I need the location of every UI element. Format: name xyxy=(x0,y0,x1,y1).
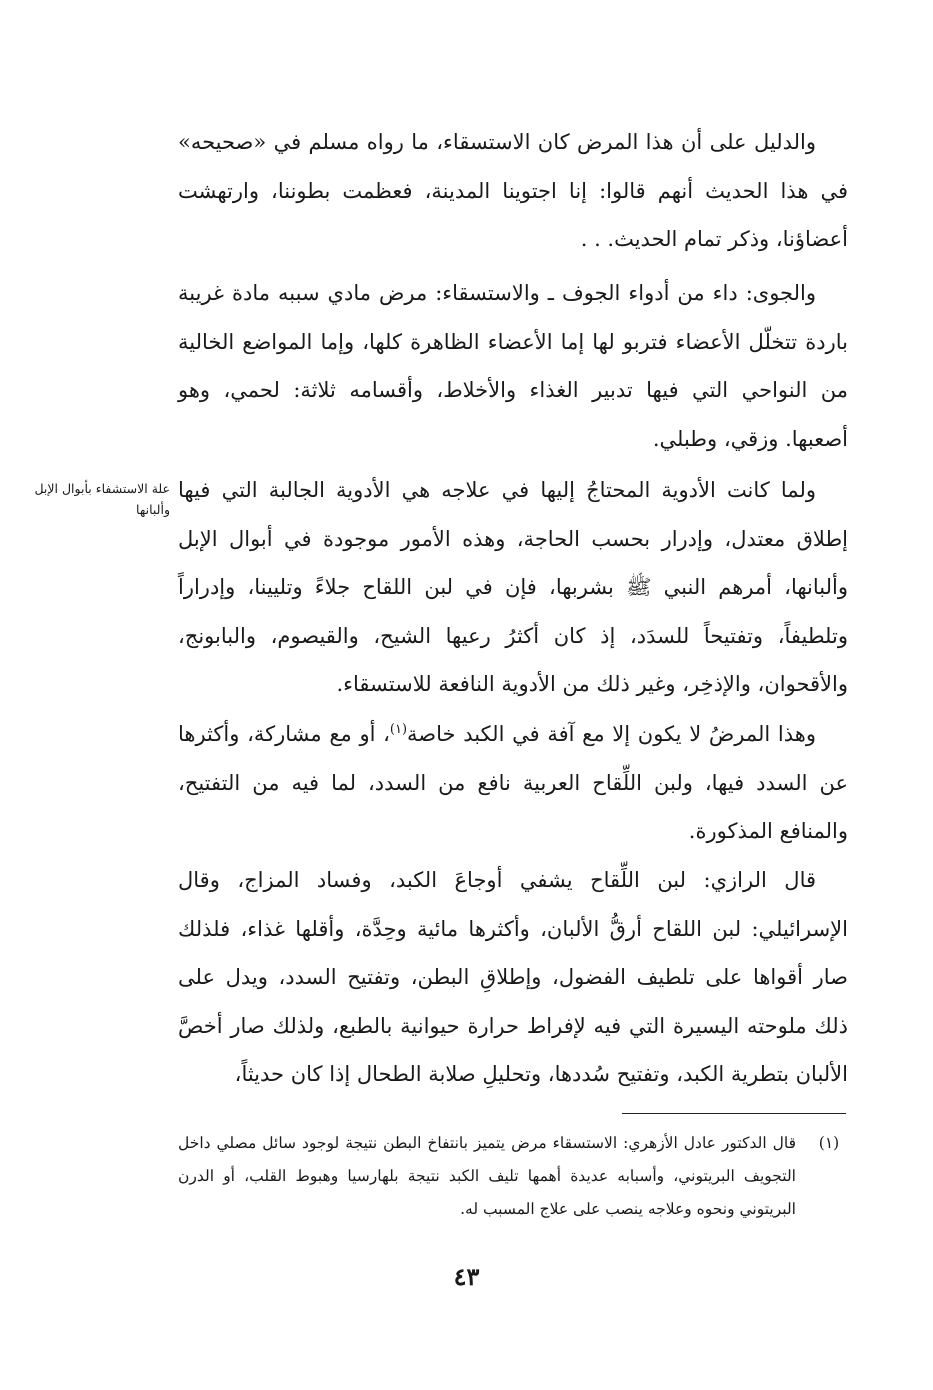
paragraph-1-text: والدليل على أن هذا المرض كان الاستسقاء، ما رواه مسلم في «صحيحه» في هذا الحديث أنهم قالوا: إنا اجتوينا المدينة، فعظمت بطوننا، وارتهشت أعضاؤنا، وذكر تمام الحديث. . . xyxy=(178,130,848,251)
page-number: ٤٣ xyxy=(453,1262,480,1291)
footnote-number: (١) xyxy=(818,1134,840,1152)
paragraph-2 xyxy=(178,269,848,463)
footnote xyxy=(178,1127,848,1226)
paragraph-2-text: والجوى: داء من أدواء الجوف ـ والاستسقاء: مرض مادي سببه مادة غريبة باردة تتخلّل الأعضاء فتربو لها إما الأعضاء الظاهرة كلها، وإما المواضع الخالية من النواحي التي فيها تدبير الغذاء والأخلاط، وأقسامه ثلاثة: لحمي، وهو أصعبها. وزقي، وطبلي. xyxy=(178,281,848,451)
paragraph-3-text: ولما كانت الأدوية المحتاجُ إليها في علاجه هي الأدوية الجالبة التي فيها إطلاق معتدل، وإدرار بحسب الحاجة، وهذه الأمور موجودة في أبوال الإبل وألبانها، أمرهم النبي ﷺ بشربها، فإن في لبن اللقاح جلاءً وتليينا، وإدراراً وتلطيفاً، وتفتيحاً للسدَد، إذ كان أكثرُ رعيها الشيح، والقيصوم، والبابونج، والأقحوان، والإذخِر، وغير ذلك من الأدوية النافعة للاستسقاء. xyxy=(178,478,848,696)
footnote-text: قال الدكتور عادل الأزهري: الاستسقاء مرض يتميز بانتفاخ البطن نتيجة لوجود سائل مصلي داخل التجويف البريتوني، وأسبابه عديدة أهمها تليف الكبد نتيجة بلهارسيا وهبوط القلب، أو الدرن البريتوني ونحوه وعلاجه ينصب على علاج المسبب له. xyxy=(178,1134,796,1218)
paragraph-5 xyxy=(178,856,848,1099)
footnote-divider xyxy=(622,1113,846,1114)
paragraph-4 xyxy=(178,710,848,856)
paragraph-3 xyxy=(178,466,848,709)
margin-note: علة الاستشفاء بأبوال الإبل وألبانها xyxy=(34,481,170,517)
paragraph-4-text-start: وهذا المرضُ لا يكون إلا مع آفة في الكبد خاصة xyxy=(407,722,817,746)
paragraph-4-text-end: ، أو مع مشاركة، وأكثرها عن السدد فيها، ولبن اللِّقاح العربية نافع من السدد، لما فيه من التفتيح، والمنافع المذكورة. xyxy=(178,722,848,843)
paragraph-1 xyxy=(178,118,848,264)
paragraph-5-text: قال الرازي: لبن اللِّقاح يشفي أوجاعَ الكبد، وفساد المزاج، وقال الإسرائيلي: لبن اللقاح أرقُّ الألبان، وأكثرها مائية وحِدَّة، وأقلها غذاء، فلذلك صار أقواها على تلطيف الفضول، وإطلاقِ البطن، وتفتيح السدد، ويدل على ذلك ملوحته اليسيرة التي فيه لإفراط حرارة حيوانية بالطبع، ولذلك صار أخصَّ الألبان بتطرية الكبد، وتفتيح سُددها، وتحليلِ صلابة الطحال إذا كان حديثاً، xyxy=(178,868,848,1086)
footnote-reference[interactable]: (١) xyxy=(389,722,408,737)
